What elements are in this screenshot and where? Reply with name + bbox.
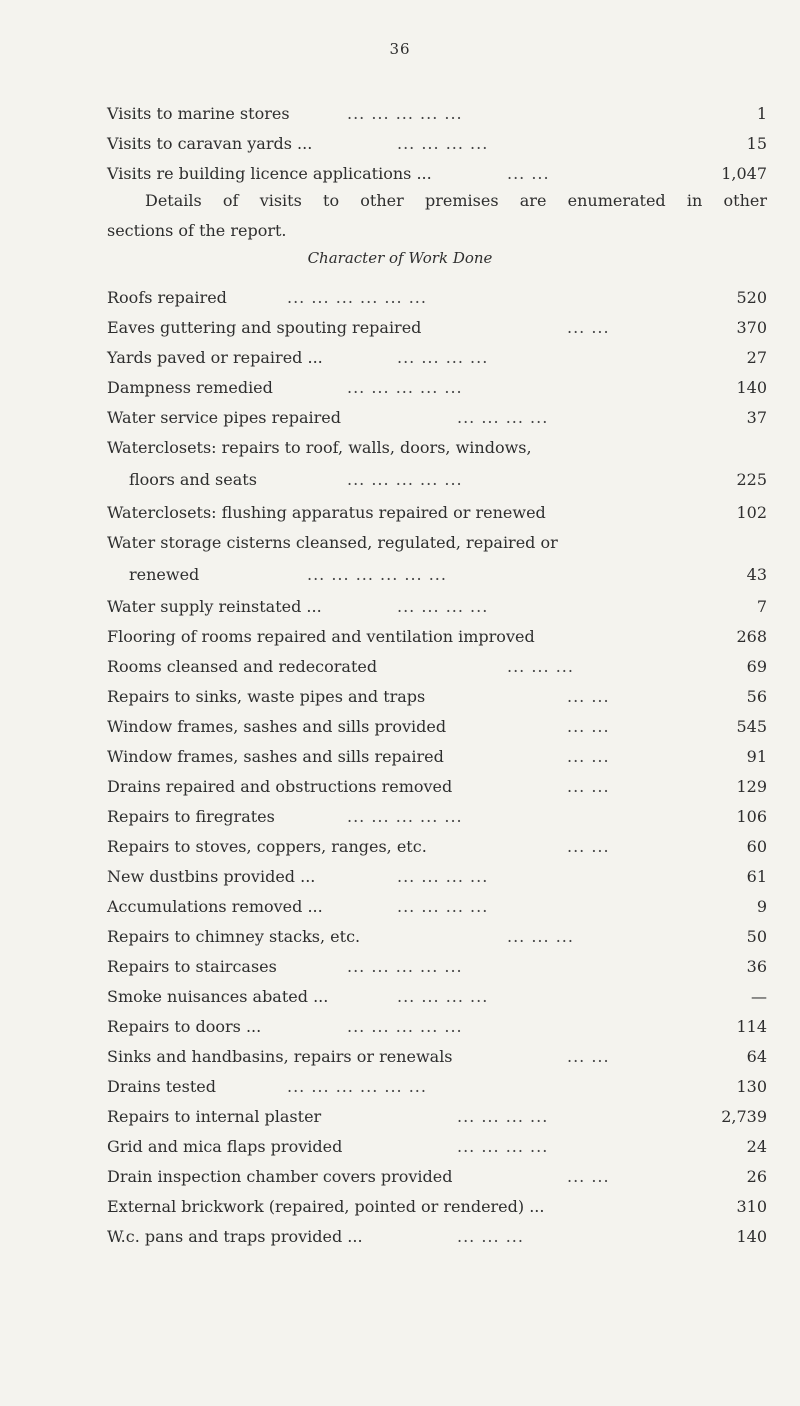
leader-dots: ... ... (507, 164, 550, 183)
leader-dots: ... ... ... ... ... (347, 1017, 463, 1036)
item-value: 15 (746, 134, 767, 153)
list-item (107, 624, 767, 650)
item-value: 7 (756, 597, 767, 616)
leader-dots: ... ... ... (457, 1227, 524, 1246)
item-label: Repairs to staircases (107, 957, 277, 976)
item-label: Waterclosets: repairs to roof, walls, doors, windows, (107, 438, 532, 457)
item-value: 61 (746, 867, 767, 886)
item-label: Repairs to firegrates (107, 807, 275, 826)
list-item (107, 405, 767, 431)
list-item (107, 1224, 767, 1250)
item-value: 310 (736, 1197, 767, 1216)
leader-dots: ... ... (567, 837, 610, 856)
leader-dots: ... ... ... ... ... (347, 104, 463, 123)
item-label: New dustbins provided ... (107, 867, 316, 886)
item-value: 102 (736, 503, 767, 522)
item-value: 225 (736, 470, 767, 489)
item-label: Repairs to chimney stacks, etc. (107, 927, 361, 946)
item-label: Drain inspection chamber covers provided (107, 1167, 453, 1186)
item-value: 140 (736, 378, 767, 397)
leader-dots: ... ... (567, 1167, 610, 1186)
list-item (107, 594, 767, 620)
item-label: Waterclosets: flushing apparatus repaired or renewed (107, 503, 546, 522)
leader-dots: ... ... ... ... (397, 987, 489, 1006)
leader-dots: ... ... ... (507, 927, 574, 946)
item-label-continued: renewed (129, 565, 200, 584)
leader-dots: ... ... ... (507, 657, 574, 676)
item-value: 545 (736, 717, 767, 736)
item-value: 370 (736, 318, 767, 337)
item-value: 114 (736, 1017, 767, 1036)
list-item (107, 894, 767, 920)
item-value: 520 (736, 288, 767, 307)
leader-dots: ... ... ... ... (397, 867, 489, 886)
list-item (107, 744, 767, 770)
item-label: Roofs repaired (107, 288, 227, 307)
item-label: Yards paved or repaired ... (107, 348, 323, 367)
item-label: Flooring of rooms repaired and ventilation improved (107, 627, 535, 646)
list-item (107, 131, 767, 157)
list-item (107, 834, 767, 860)
item-label: Water storage cisterns cleansed, regulated, repaired or (107, 533, 558, 552)
item-label: Sinks and handbasins, repairs or renewals (107, 1047, 453, 1066)
list-item (107, 435, 767, 489)
details-paragraph (107, 186, 767, 246)
item-value: 36 (746, 957, 767, 976)
list-item (107, 1014, 767, 1040)
item-label: Water supply reinstated ... (107, 597, 322, 616)
leader-dots: ... ... ... ... (457, 1137, 549, 1156)
list-item (107, 714, 767, 740)
item-label: Rooms cleansed and redecorated (107, 657, 378, 676)
leader-dots: ... ... (567, 687, 610, 706)
list-item (107, 161, 767, 187)
item-label: Repairs to internal plaster (107, 1107, 322, 1126)
leader-dots: ... ... (567, 777, 610, 796)
item-label: Repairs to stoves, coppers, ranges, etc. (107, 837, 427, 856)
item-label: Smoke nuisances abated ... (107, 987, 329, 1006)
item-label: Visits to marine stores (107, 104, 290, 123)
leader-dots: ... ... (567, 318, 610, 337)
item-label: External brickwork (repaired, pointed or rendered) ... (107, 1197, 545, 1216)
leader-dots: ... ... ... ... (397, 597, 489, 616)
item-label: Drains tested (107, 1077, 216, 1096)
item-value: 130 (736, 1077, 767, 1096)
list-item (107, 101, 767, 127)
list-item (107, 804, 767, 830)
leader-dots: ... ... (567, 747, 610, 766)
item-value: 129 (736, 777, 767, 796)
list-item (107, 774, 767, 800)
list-item (107, 500, 767, 526)
list-item (107, 530, 767, 584)
item-value: 24 (746, 1137, 767, 1156)
item-value: 91 (746, 747, 767, 766)
list-item (107, 1044, 767, 1070)
item-label: Window frames, sashes and sills provided (107, 717, 447, 736)
item-label: Window frames, sashes and sills repaired (107, 747, 444, 766)
item-label: Dampness remedied (107, 378, 273, 397)
leader-dots: ... ... ... ... ... (347, 957, 463, 976)
item-label: Visits to caravan yards ... (107, 134, 313, 153)
item-label: Drains repaired and obstructions removed (107, 777, 453, 796)
item-value: — (751, 987, 767, 1006)
item-value: 106 (736, 807, 767, 826)
leader-dots: ... ... ... ... ... (347, 378, 463, 397)
list-item (107, 864, 767, 890)
list-item (107, 1194, 767, 1220)
leader-dots: ... ... ... ... ... ... (287, 288, 427, 307)
leader-dots: ... ... ... ... (397, 134, 489, 153)
list-item (107, 1074, 767, 1100)
list-item (107, 654, 767, 680)
list-item (107, 1104, 767, 1130)
item-label: Accumulations removed ... (107, 897, 323, 916)
item-value: 69 (746, 657, 767, 676)
item-value: 56 (746, 687, 767, 706)
list-item (107, 924, 767, 950)
list-item (107, 1164, 767, 1190)
leader-dots: ... ... ... ... ... ... (287, 1077, 427, 1096)
item-value: 9 (756, 897, 767, 916)
leader-dots: ... ... ... ... ... (347, 807, 463, 826)
item-value: 50 (746, 927, 767, 946)
item-label: Repairs to doors ... (107, 1017, 262, 1036)
item-value: 27 (746, 348, 767, 367)
item-value: 37 (746, 408, 767, 427)
leader-dots: ... ... (567, 1047, 610, 1066)
leader-dots: ... ... ... ... ... ... (307, 565, 447, 584)
item-value: 2,739 (721, 1107, 767, 1126)
list-item (107, 285, 767, 311)
item-value: 26 (746, 1167, 767, 1186)
paragraph-line: Details of visits to other premises are enumerated in other (145, 191, 767, 210)
item-value: 1,047 (721, 164, 767, 183)
section-heading: Character of Work Done (307, 249, 493, 267)
item-value: 60 (746, 837, 767, 856)
item-value: 268 (736, 627, 767, 646)
item-value: 43 (746, 565, 767, 584)
leader-dots: ... ... ... ... (457, 408, 549, 427)
item-label: Visits re building licence applications ... (107, 164, 432, 183)
list-item (107, 1134, 767, 1160)
item-label: Water service pipes repaired (107, 408, 341, 427)
item-value: 64 (746, 1047, 767, 1066)
leader-dots: ... ... ... ... (397, 348, 489, 367)
leader-dots: ... ... ... ... (397, 897, 489, 916)
item-label: W.c. pans and traps provided ... (107, 1227, 363, 1246)
page-number: 36 (389, 40, 411, 58)
leader-dots: ... ... (567, 717, 610, 736)
item-label: Grid and mica flaps provided (107, 1137, 343, 1156)
item-label: Eaves guttering and spouting repaired (107, 318, 422, 337)
list-item (107, 345, 767, 371)
list-item (107, 954, 767, 980)
list-item (107, 315, 767, 341)
leader-dots: ... ... ... ... ... (347, 470, 463, 489)
paragraph-line: sections of the report. (107, 221, 287, 240)
item-value: 140 (736, 1227, 767, 1246)
item-label-continued: floors and seats (129, 470, 257, 489)
list-item (107, 375, 767, 401)
item-value: 1 (756, 104, 767, 123)
leader-dots: ... ... ... ... (457, 1107, 549, 1126)
list-item (107, 984, 767, 1010)
list-item (107, 684, 767, 710)
item-label: Repairs to sinks, waste pipes and traps (107, 687, 426, 706)
